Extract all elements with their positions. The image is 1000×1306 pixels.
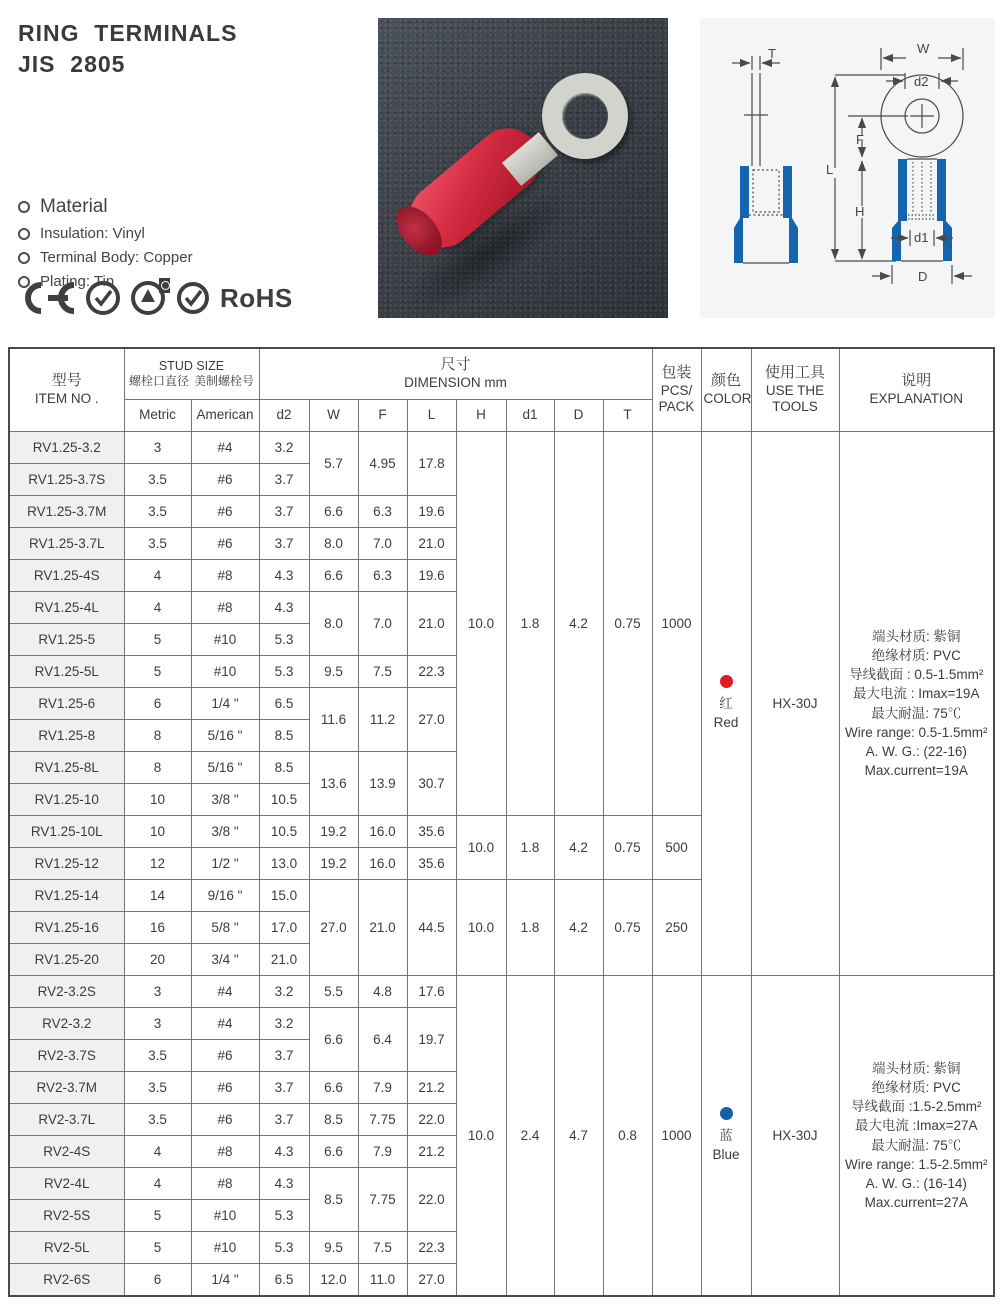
table-cell: 8.5 bbox=[259, 752, 309, 784]
material-heading-row bbox=[18, 196, 193, 218]
table-row bbox=[9, 432, 994, 464]
header-color-en: COLOR bbox=[703, 390, 752, 406]
item-no-cell: RV1.25-16 bbox=[9, 912, 124, 944]
header-color bbox=[701, 348, 751, 432]
table-cell: 19.2 bbox=[309, 848, 358, 880]
table-cell: 12 bbox=[124, 848, 191, 880]
subheader-metric: Metric bbox=[124, 400, 191, 432]
header-stud-en: STUD SIZE bbox=[158, 358, 225, 373]
table-cell: #8 bbox=[191, 560, 259, 592]
table-cell: 5 bbox=[124, 656, 191, 688]
table-cell: 22.3 bbox=[407, 656, 456, 688]
table-cell: 5.3 bbox=[259, 624, 309, 656]
product-photo bbox=[378, 18, 668, 318]
table-cell: #10 bbox=[191, 624, 259, 656]
subheader-d1: d1 bbox=[506, 400, 554, 432]
table-cell: 3 bbox=[124, 976, 191, 1008]
bullet-icon bbox=[18, 252, 30, 264]
item-no-cell: RV2-4S bbox=[9, 1136, 124, 1168]
table-cell: 3 bbox=[124, 432, 191, 464]
table-cell: 1.8 bbox=[506, 432, 554, 816]
table-cell: HX-30J bbox=[751, 432, 839, 976]
table-cell: #10 bbox=[191, 1200, 259, 1232]
table-cell: 0.8 bbox=[603, 976, 652, 1297]
header-explanation bbox=[839, 348, 994, 432]
item-no-cell: RV1.25-8L bbox=[9, 752, 124, 784]
item-no-cell: RV1.25-20 bbox=[9, 944, 124, 976]
spec-table-body bbox=[9, 432, 994, 1297]
table-cell: 7.9 bbox=[358, 1136, 407, 1168]
table-cell: 1.8 bbox=[506, 880, 554, 976]
dimension-diagram bbox=[700, 18, 995, 318]
subheader-f: F bbox=[358, 400, 407, 432]
table-cell: 4.3 bbox=[259, 1168, 309, 1200]
bullet-icon bbox=[18, 228, 30, 240]
table-header-row bbox=[9, 348, 994, 400]
table-cell: 16 bbox=[124, 912, 191, 944]
table-cell: 8.0 bbox=[309, 592, 358, 656]
table-cell: 10.5 bbox=[259, 816, 309, 848]
table-cell: 10.0 bbox=[456, 816, 506, 880]
table-cell: 21.0 bbox=[407, 592, 456, 656]
ukas-flag-icon bbox=[159, 278, 170, 293]
table-cell: 27.0 bbox=[407, 688, 456, 752]
terminal-metal-ring bbox=[542, 73, 628, 159]
item-no-cell: RV1.25-14 bbox=[9, 880, 124, 912]
color-dot-icon bbox=[720, 675, 733, 688]
table-cell: 1/4 " bbox=[191, 1264, 259, 1297]
table-cell: 4.2 bbox=[554, 432, 603, 816]
dim-label-f: F bbox=[856, 132, 864, 147]
table-cell: 10 bbox=[124, 816, 191, 848]
rohs-label: RoHS bbox=[220, 282, 293, 313]
page-title bbox=[18, 18, 237, 80]
table-cell: 13.0 bbox=[259, 848, 309, 880]
table-cell: 8 bbox=[124, 752, 191, 784]
item-no-cell: RV1.25-4L bbox=[9, 592, 124, 624]
table-cell: 44.5 bbox=[407, 880, 456, 976]
table-cell: 4 bbox=[124, 592, 191, 624]
header-item-en: ITEM NO . bbox=[34, 390, 99, 406]
header-expl-en: EXPLANATION bbox=[869, 390, 964, 406]
table-cell: 17.0 bbox=[259, 912, 309, 944]
item-no-cell: RV1.25-3.7M bbox=[9, 496, 124, 528]
header-dim-cn: 尺寸 bbox=[440, 356, 471, 374]
header-dim-en: DIMENSION mm bbox=[404, 374, 507, 390]
header-pack-cn: 包装 bbox=[661, 363, 692, 381]
table-cell: 3.7 bbox=[259, 496, 309, 528]
table-cell: #4 bbox=[191, 976, 259, 1008]
table-cell: 3.7 bbox=[259, 1104, 309, 1136]
dim-label-t: T bbox=[768, 46, 776, 61]
table-cell: #10 bbox=[191, 1232, 259, 1264]
item-no-cell: RV2-5L bbox=[9, 1232, 124, 1264]
subheader-l: L bbox=[407, 400, 456, 432]
table-cell: #8 bbox=[191, 592, 259, 624]
table-cell: 0.75 bbox=[603, 816, 652, 880]
table-cell: 1/4 " bbox=[191, 688, 259, 720]
header-item-cn: 型号 bbox=[51, 372, 82, 390]
item-no-cell: RV1.25-5 bbox=[9, 624, 124, 656]
table-cell: 8.5 bbox=[309, 1104, 358, 1136]
table-cell: 5 bbox=[124, 1232, 191, 1264]
table-cell: 4 bbox=[124, 560, 191, 592]
table-cell: 11.0 bbox=[358, 1264, 407, 1297]
table-cell: 8.5 bbox=[259, 720, 309, 752]
cert-badge-sgs-icon bbox=[175, 280, 211, 316]
table-cell: 3.2 bbox=[259, 432, 309, 464]
header-stud-size bbox=[124, 348, 259, 400]
table-cell: 7.0 bbox=[358, 592, 407, 656]
table-cell: 500 bbox=[652, 816, 701, 880]
table-cell: 6.4 bbox=[358, 1008, 407, 1072]
table-cell: 8.5 bbox=[309, 1168, 358, 1232]
table-cell: 5/8 " bbox=[191, 912, 259, 944]
table-cell: 3.5 bbox=[124, 1040, 191, 1072]
table-cell: 3.7 bbox=[259, 464, 309, 496]
table-cell: #6 bbox=[191, 496, 259, 528]
table-cell: 19.7 bbox=[407, 1008, 456, 1072]
table-cell: #8 bbox=[191, 1136, 259, 1168]
header-stud-cn-american: 美制螺栓号 bbox=[193, 374, 254, 389]
table-cell: 3/4 " bbox=[191, 944, 259, 976]
table-cell: 15.0 bbox=[259, 880, 309, 912]
table-cell: 13.9 bbox=[358, 752, 407, 816]
table-cell: 22.0 bbox=[407, 1104, 456, 1136]
table-cell: 6.6 bbox=[309, 496, 358, 528]
item-no-cell: RV2-3.7M bbox=[9, 1072, 124, 1104]
cert-badge-ukas-icon bbox=[130, 280, 166, 316]
table-cell: 6 bbox=[124, 688, 191, 720]
table-cell: 10.0 bbox=[456, 432, 506, 816]
dim-label-l: L bbox=[826, 162, 834, 177]
table-cell: 4.95 bbox=[358, 432, 407, 496]
table-cell: 4.8 bbox=[358, 976, 407, 1008]
table-cell: 4.2 bbox=[554, 816, 603, 880]
table-cell: 7.0 bbox=[358, 528, 407, 560]
spec-table bbox=[8, 347, 995, 1297]
dim-label-w: W bbox=[917, 41, 930, 56]
table-cell: 6.3 bbox=[358, 496, 407, 528]
table-cell: 5 bbox=[124, 624, 191, 656]
table-cell: #10 bbox=[191, 656, 259, 688]
color-dot-icon bbox=[720, 1107, 733, 1120]
table-cell: #6 bbox=[191, 528, 259, 560]
table-cell: 17.6 bbox=[407, 976, 456, 1008]
table-cell: 6.6 bbox=[309, 1072, 358, 1104]
table-cell: HX-30J bbox=[751, 976, 839, 1297]
header-tools-en1: USE THE bbox=[765, 382, 825, 398]
table-cell: 3.5 bbox=[124, 496, 191, 528]
table-cell: 6 bbox=[124, 1264, 191, 1297]
item-no-cell: RV1.25-10 bbox=[9, 784, 124, 816]
dim-label-d: D bbox=[918, 269, 928, 284]
item-no-cell: RV1.25-3.7L bbox=[9, 528, 124, 560]
item-no-cell: RV2-3.7S bbox=[9, 1040, 124, 1072]
subheader-d: D bbox=[554, 400, 603, 432]
table-cell: 1000 bbox=[652, 432, 701, 816]
table-cell: 21.0 bbox=[358, 880, 407, 976]
table-cell: 16.0 bbox=[358, 848, 407, 880]
table-cell: 10.0 bbox=[456, 880, 506, 976]
header-tools-en2: TOOLS bbox=[772, 399, 818, 415]
header-pack-en2: PACK bbox=[658, 399, 695, 415]
table-cell: 7.9 bbox=[358, 1072, 407, 1104]
table-cell: 5.5 bbox=[309, 976, 358, 1008]
item-no-cell: RV2-3.2S bbox=[9, 976, 124, 1008]
table-cell: 3.5 bbox=[124, 464, 191, 496]
table-cell: 19.6 bbox=[407, 496, 456, 528]
table-cell: 7.75 bbox=[358, 1104, 407, 1136]
table-cell: 3/8 " bbox=[191, 816, 259, 848]
item-no-cell: RV1.25-3.2 bbox=[9, 432, 124, 464]
subheader-w: W bbox=[309, 400, 358, 432]
header-item-no bbox=[9, 348, 124, 432]
explanation-cell: 端头材质: 紫铜 绝缘材质: PVC 导线截面 :1.5-2.5mm² 最大电流 :Imax=27A 最大耐温: 75℃ Wire range: 1.5-2.5mm² A. W. G.: (16-14) Max.current=27A bbox=[839, 976, 994, 1297]
table-cell: 5/16 " bbox=[191, 752, 259, 784]
table-cell: 12.0 bbox=[309, 1264, 358, 1297]
table-cell: 1/2 " bbox=[191, 848, 259, 880]
subheader-d2: d2 bbox=[259, 400, 309, 432]
header-dimension bbox=[259, 348, 652, 400]
header-pack-en1: PCS/ bbox=[660, 382, 693, 398]
item-no-cell: RV2-6S bbox=[9, 1264, 124, 1297]
header-color-cn: 颜色 bbox=[710, 372, 741, 390]
table-cell: 11.2 bbox=[358, 688, 407, 752]
item-no-cell: RV1.25-5L bbox=[9, 656, 124, 688]
item-no-cell: RV2-3.7L bbox=[9, 1104, 124, 1136]
table-cell: 6.5 bbox=[259, 1264, 309, 1297]
table-cell: 1.8 bbox=[506, 816, 554, 880]
table-cell: 21.2 bbox=[407, 1136, 456, 1168]
subheader-h: H bbox=[456, 400, 506, 432]
table-cell: 10.0 bbox=[456, 976, 506, 1297]
table-cell: 3.5 bbox=[124, 528, 191, 560]
table-cell: 3.7 bbox=[259, 528, 309, 560]
item-no-cell: RV1.25-12 bbox=[9, 848, 124, 880]
certification-logos bbox=[14, 280, 293, 316]
table-cell: 5 bbox=[124, 1200, 191, 1232]
material-item: Terminal Body: Copper bbox=[40, 249, 193, 266]
table-cell: #8 bbox=[191, 1168, 259, 1200]
table-cell: 4.7 bbox=[554, 976, 603, 1297]
table-cell: #6 bbox=[191, 1104, 259, 1136]
material-heading: Material bbox=[40, 196, 108, 217]
table-cell: 6.5 bbox=[259, 688, 309, 720]
table-cell: 7.75 bbox=[358, 1168, 407, 1232]
table-cell: 5.3 bbox=[259, 656, 309, 688]
table-cell: 27.0 bbox=[407, 1264, 456, 1297]
cert-badge-check-icon bbox=[85, 280, 121, 316]
table-cell: 21.0 bbox=[407, 528, 456, 560]
subheader-american: American bbox=[191, 400, 259, 432]
header-stud-cn-metric: 螺栓口直径 bbox=[128, 374, 189, 389]
material-item-row bbox=[18, 225, 193, 242]
table-cell: 3.7 bbox=[259, 1040, 309, 1072]
table-cell: 3.7 bbox=[259, 1072, 309, 1104]
material-item-row bbox=[18, 249, 193, 266]
item-no-cell: RV1.25-10L bbox=[9, 816, 124, 848]
table-cell: 6.6 bbox=[309, 1008, 358, 1072]
title-line2: JIS 2805 bbox=[18, 51, 126, 78]
table-cell: 0.75 bbox=[603, 432, 652, 816]
table-cell: 11.6 bbox=[309, 688, 358, 752]
table-cell: 5.7 bbox=[309, 432, 358, 496]
table-cell: 35.6 bbox=[407, 848, 456, 880]
table-cell: 19.6 bbox=[407, 560, 456, 592]
table-cell: 9.5 bbox=[309, 1232, 358, 1264]
table-cell: 3.2 bbox=[259, 976, 309, 1008]
bullet-icon bbox=[18, 201, 30, 213]
table-cell: 6.6 bbox=[309, 1136, 358, 1168]
table-cell: 4.3 bbox=[259, 592, 309, 624]
ce-mark-icon bbox=[14, 280, 76, 316]
item-no-cell: RV2-3.2 bbox=[9, 1008, 124, 1040]
table-cell: 27.0 bbox=[309, 880, 358, 976]
table-cell: 0.75 bbox=[603, 880, 652, 976]
table-cell: 22.3 bbox=[407, 1232, 456, 1264]
table-cell: 3.5 bbox=[124, 1104, 191, 1136]
table-cell: 7.5 bbox=[358, 656, 407, 688]
table-cell: 5/16 " bbox=[191, 720, 259, 752]
table-cell: 20 bbox=[124, 944, 191, 976]
table-cell: 16.0 bbox=[358, 816, 407, 848]
table-cell: 3.5 bbox=[124, 1072, 191, 1104]
dim-label-d2: d2 bbox=[914, 74, 929, 89]
table-cell: 8 bbox=[124, 720, 191, 752]
title-line1: RING TERMINALS bbox=[18, 20, 238, 46]
item-no-cell: RV1.25-3.7S bbox=[9, 464, 124, 496]
item-no-cell: RV1.25-4S bbox=[9, 560, 124, 592]
table-cell: 3.2 bbox=[259, 1008, 309, 1040]
table-cell: 17.8 bbox=[407, 432, 456, 496]
table-cell: 10.5 bbox=[259, 784, 309, 816]
table-cell: 21.0 bbox=[259, 944, 309, 976]
material-item: Insulation: Vinyl bbox=[40, 225, 145, 242]
table-cell: #4 bbox=[191, 432, 259, 464]
table-cell: #6 bbox=[191, 1072, 259, 1104]
table-cell: 19.2 bbox=[309, 816, 358, 848]
table-cell: 2.4 bbox=[506, 976, 554, 1297]
table-cell: 5.3 bbox=[259, 1200, 309, 1232]
table-cell: #4 bbox=[191, 1008, 259, 1040]
table-cell: 4.3 bbox=[259, 1136, 309, 1168]
color-cell: 红 Red bbox=[701, 432, 751, 976]
item-no-cell: RV2-4L bbox=[9, 1168, 124, 1200]
table-cell: #6 bbox=[191, 1040, 259, 1072]
header-pack bbox=[652, 348, 701, 432]
table-cell: 9.5 bbox=[309, 656, 358, 688]
table-cell: 250 bbox=[652, 880, 701, 976]
header-expl-cn: 说明 bbox=[901, 372, 932, 390]
table-cell: 35.6 bbox=[407, 816, 456, 848]
dim-label-d1: d1 bbox=[914, 230, 929, 245]
table-cell: 13.6 bbox=[309, 752, 358, 816]
table-cell: 1000 bbox=[652, 976, 701, 1297]
table-cell: 3 bbox=[124, 1008, 191, 1040]
table-cell: #6 bbox=[191, 464, 259, 496]
header-tools bbox=[751, 348, 839, 432]
dim-label-h: H bbox=[855, 204, 865, 219]
table-cell: 6.3 bbox=[358, 560, 407, 592]
header-tools-cn: 使用工具 bbox=[764, 363, 825, 381]
material-item: Plating: Tin bbox=[40, 273, 115, 290]
item-no-cell: RV1.25-8 bbox=[9, 720, 124, 752]
table-row bbox=[9, 976, 994, 1008]
table-cell: 6.6 bbox=[309, 560, 358, 592]
table-cell: 21.2 bbox=[407, 1072, 456, 1104]
table-cell: 4.2 bbox=[554, 880, 603, 976]
item-no-cell: RV1.25-6 bbox=[9, 688, 124, 720]
table-cell: 9/16 " bbox=[191, 880, 259, 912]
table-cell: 30.7 bbox=[407, 752, 456, 816]
table-cell: 5.3 bbox=[259, 1232, 309, 1264]
table-cell: 7.5 bbox=[358, 1232, 407, 1264]
table-cell: 4 bbox=[124, 1168, 191, 1200]
table-cell: 22.0 bbox=[407, 1168, 456, 1232]
explanation-cell: 端头材质: 紫铜 绝缘材质: PVC 导线截面 : 0.5-1.5mm² 最大电流 : Imax=19A 最大耐温: 75℃ Wire range: 0.5-1.5mm² A. W. G.: (22-16) Max.current=19A bbox=[839, 432, 994, 976]
color-cell: 蓝 Blue bbox=[701, 976, 751, 1297]
table-cell: 8.0 bbox=[309, 528, 358, 560]
table-cell: 10 bbox=[124, 784, 191, 816]
table-cell: 4.3 bbox=[259, 560, 309, 592]
table-cell: 14 bbox=[124, 880, 191, 912]
item-no-cell: RV2-5S bbox=[9, 1200, 124, 1232]
table-cell: 4 bbox=[124, 1136, 191, 1168]
subheader-t: T bbox=[603, 400, 652, 432]
table-cell: 3/8 " bbox=[191, 784, 259, 816]
